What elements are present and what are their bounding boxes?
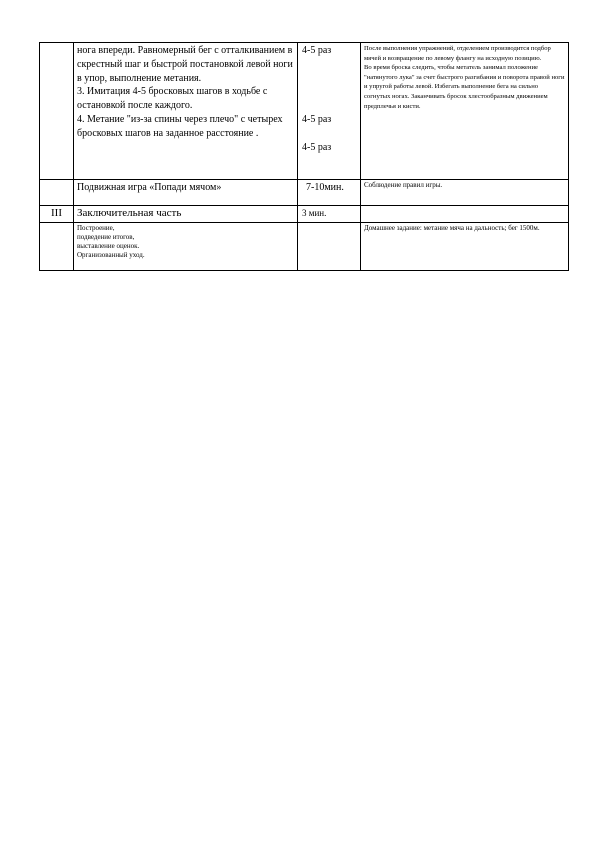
section-cell: [40, 180, 74, 206]
section-title: [74, 206, 298, 223]
dosage-value: 3 мин.: [302, 208, 327, 218]
notes-cell: [361, 206, 569, 223]
content-cell: [74, 180, 298, 206]
content-line: 4. Метание "из-за спины через плечо" с четырех бросковых шагов на заданное расстояние .: [77, 113, 283, 139]
dosage-cell: [298, 180, 361, 206]
lesson-plan-table: [39, 42, 569, 271]
content-line: Заключительная часть: [77, 207, 182, 219]
table-row: [40, 222, 569, 270]
dosage-value: 4-5 раз: [302, 141, 332, 153]
table-row: [40, 43, 569, 180]
dosage-cell: [298, 43, 361, 180]
content-line: Построение,: [77, 223, 115, 232]
section-cell: [40, 222, 74, 270]
content-line: нога впереди. Равномерный бег с отталкиванием в скрестный шаг и быстрой постановкой левой ноги в упор, выполнение метания.: [77, 45, 293, 84]
content-cell: [74, 222, 298, 270]
section-cell: [40, 43, 74, 180]
notes-cell: После выполнения упражнений, отделением производится подбор мячей и возвращение по левому флангу на исходную позицию. Во время броска следить, чтобы метатель занимал положение "натянутого лука" за счет быстрого разгибания и поворота правой ноги и упругой работы левой. Избегать выполнение бега на сильно согнутых ногах. Заканчивать бросок хлестообразным движением предплечья и кисти.: [361, 43, 569, 180]
content-line: Организованный уход.: [77, 250, 145, 259]
content-line: подведение итогов,: [77, 232, 135, 241]
content-cell: [74, 43, 298, 180]
section-number: III: [40, 206, 74, 223]
notes-cell: Домашнее задание: метание мяча на дальность; бег 1500м.: [361, 222, 569, 270]
notes-cell: Соблюдение правил игры.: [361, 180, 569, 206]
dosage-value: 4-5 раз: [302, 113, 332, 125]
dosage-cell: [298, 222, 361, 270]
table-row: [40, 180, 569, 206]
dosage-value: 4-5 раз: [302, 45, 332, 56]
content-line: выставление оценок.: [77, 241, 140, 250]
dosage-cell: [298, 206, 361, 223]
content-line: 3. Имитация 4-5 бросковых шагов в ходьбе с остановкой после каждого.: [77, 86, 268, 112]
dosage-value: 7-10мин.: [306, 182, 344, 193]
table-row: [40, 206, 569, 223]
content-line: Подвижная игра «Попади мячом»: [77, 182, 222, 193]
